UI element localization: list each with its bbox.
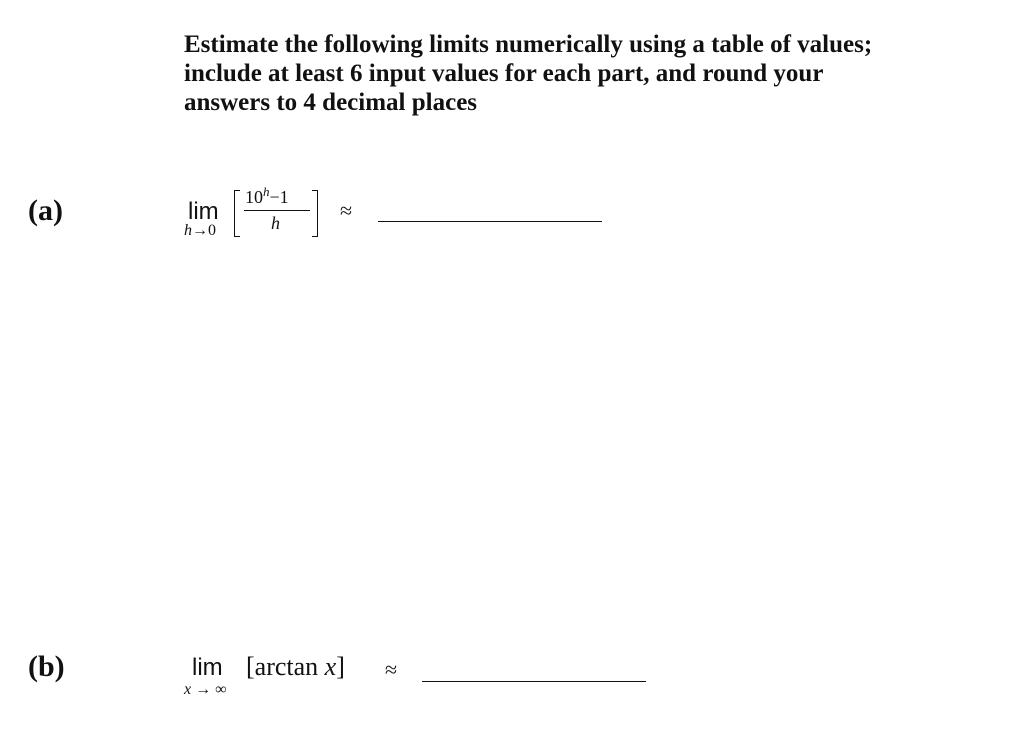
part-b-expression xyxy=(246,652,345,682)
part-b-expr-open: [arctan xyxy=(246,652,325,681)
part-a-numerator xyxy=(245,184,289,208)
part-b-lim-word: lim xyxy=(192,654,223,681)
part-a-numerator-rest: −1 xyxy=(269,187,289,207)
part-a-lim-arrow: →0 xyxy=(192,222,216,239)
part-a-approx-symbol: ≈ xyxy=(340,198,353,223)
part-a-numerator-base: 10 xyxy=(245,187,263,207)
part-a-answer-blank[interactable] xyxy=(378,221,602,222)
part-a-lim-subscript xyxy=(184,222,216,240)
instructions: Estimate the following limits numerically using a table of values; include at least 6 input values for each part, and round your answers to 4 decimal places xyxy=(184,31,873,116)
part-b-lim-var: x xyxy=(184,681,192,698)
part-a-denominator: h xyxy=(271,213,280,233)
part-a-left-bracket xyxy=(234,190,240,237)
part-a-numerator-exp: h xyxy=(263,184,270,199)
part-a-label: (a) xyxy=(28,194,63,227)
part-a-right-bracket xyxy=(312,190,318,237)
part-b-answer-blank[interactable] xyxy=(422,681,646,682)
part-b-lim-subscript xyxy=(184,681,227,699)
part-b-approx-symbol: ≈ xyxy=(385,657,398,682)
part-a-lim-var: h xyxy=(184,222,192,239)
part-b-label: (b) xyxy=(28,650,65,683)
part-b-lim-arrow: → ∞ xyxy=(191,681,227,698)
part-b-expr-close: ] xyxy=(336,652,345,681)
part-b-expr-var: x xyxy=(324,652,337,681)
part-a-fraction-bar xyxy=(244,210,310,211)
part-a-lim-word: lim xyxy=(188,198,219,225)
